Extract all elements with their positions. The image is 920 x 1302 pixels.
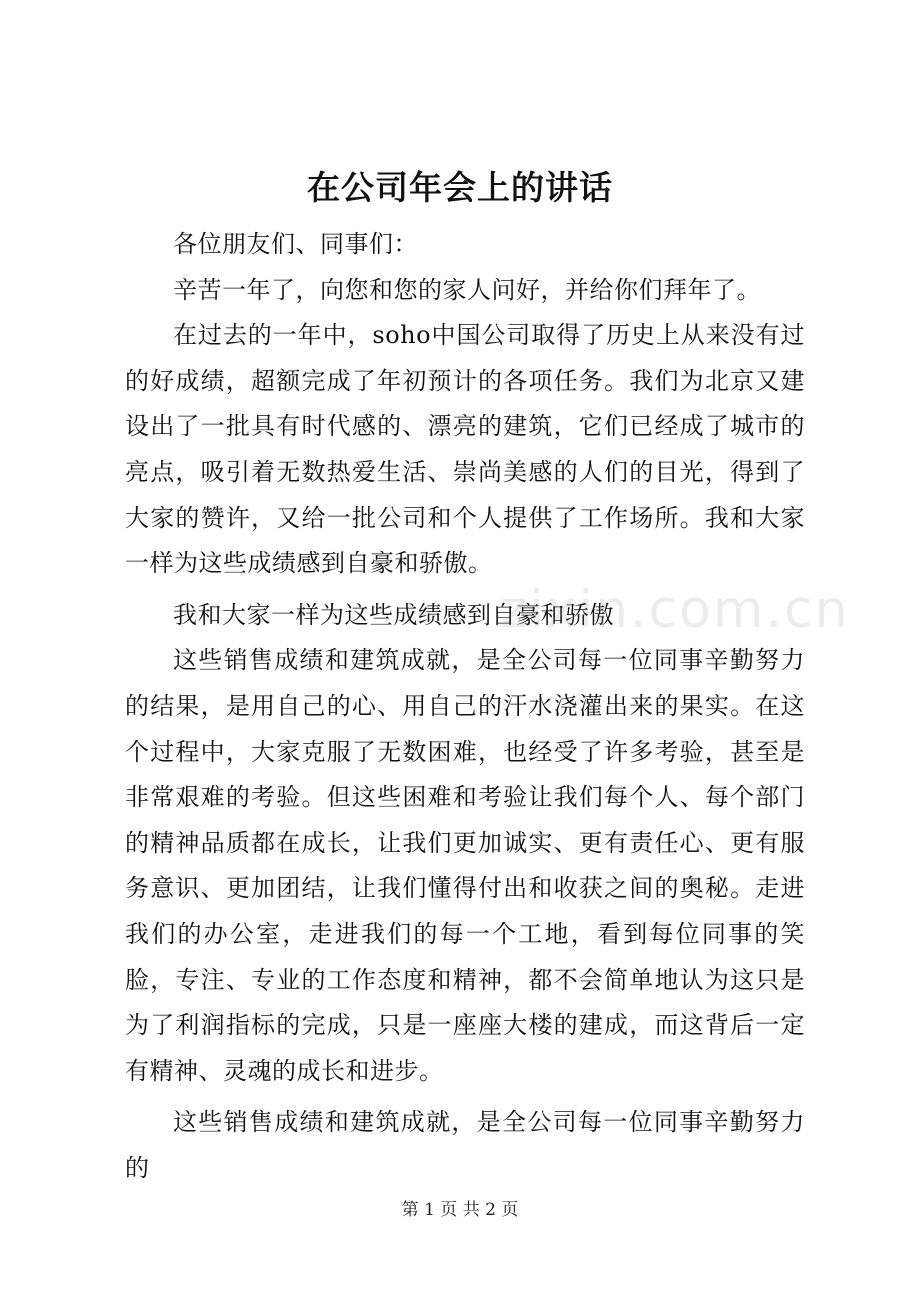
paragraph-effort: 这些销售成绩和建筑成就，是全公司每一位同事辛勤努力的结果，是用自己的心、用自己的汗水浇灌出来的果实。在这个过程中，大家克服了无数困难，也经受了许多考验，甚至是非常艰难的考验。但这些困难和考验让我们每个人、每个部门的精神品质都在成长，让我们更加诚实、更有责任心、更有服务意识、更加团结，让我们懂得付出和收获之间的奥秘。走进我们的办公室，走进我们的每一个工地，看到每位同事的笑脸，专注、专业的工作态度和精神，都不会简单地认为这只是为了利润指标的完成，只是一座座大楼的建成，而这背后一定有精神、灵魂的成长和进步。 xyxy=(125,646,805,1085)
document-title: 在公司年会上的讲话 xyxy=(307,168,613,207)
document-body xyxy=(125,222,805,1191)
paragraph-greeting: 各位朋友们、同事们： xyxy=(173,230,418,258)
paragraph-pride: 我和大家一样为这些成绩感到自豪和骄傲 xyxy=(173,600,614,629)
page-number: 第 1 页 共 2 页 xyxy=(401,1200,519,1220)
paragraph-achievements: 在过去的一年中，soho中国公司取得了历史上从来没有过的好成绩，超额完成了年初预计的各项任务。我们为北京又建设出了一批具有时代感的、漂亮的建筑，它们已经成了城市的亮点，吸引着无数热爱生活、崇尚美感的人们的目光，得到了大家的赞许，又给一批公司和个人提供了工作场所。我和大家一样为这些成绩感到自豪和骄傲。 xyxy=(125,321,805,578)
paragraph-new-year-wishes: 辛苦一年了，向您和您的家人问好，并给你们拜年了。 xyxy=(173,275,761,304)
watermark: zixin.com.cn xyxy=(500,580,850,640)
paragraph-effort-repeat: 这些销售成绩和建筑成就，是全公司每一位同事辛勤努力的 xyxy=(125,1108,805,1182)
